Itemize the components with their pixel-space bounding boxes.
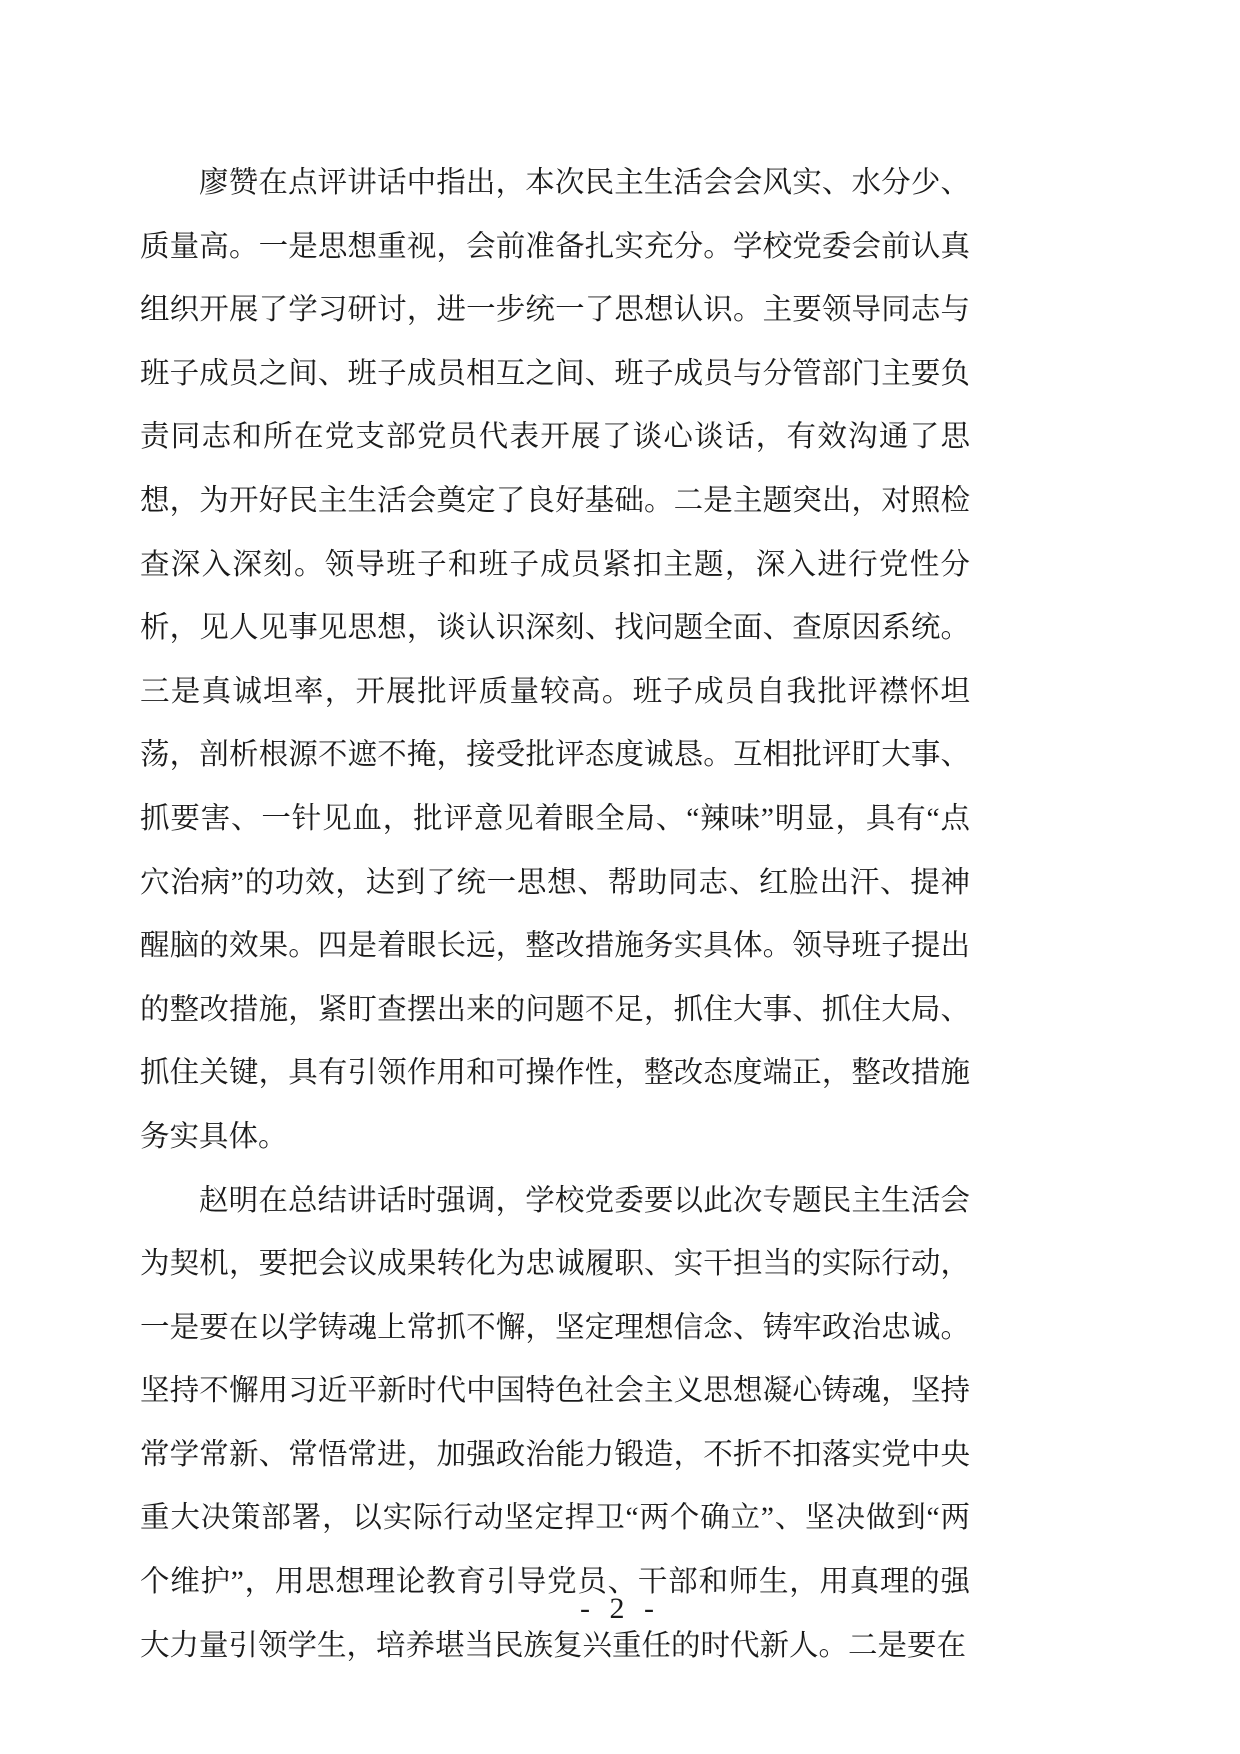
page-number: - 2 - [580, 1592, 660, 1625]
document-body [140, 152, 970, 1678]
paragraph-comment-speech: 廖赞在点评讲话中指出，本次民主生活会会风实、水分少、质量高。一是思想重视，会前准备扎实充分。学校党委会前认真组织开展了学习研讨，进一步统一了思想认识。主要领导同志与班子成员之间、班子成员相互之间、班子成员与分管部门主要负责同志和所在党支部党员代表开展了谈心谈话，有效沟通了思想，为开好民主生活会奠定了良好基础。二是主题突出，对照检查深入深刻。领导班子和班子成员紧扣主题，深入进行党性分析，见人见事见思想，谈认识深刻、找问题全面、查原因系统。三是真诚坦率，开展批评质量较高。班子成员自我批评襟怀坦荡，剖析根源不遮不掩，接受批评态度诚恳。互相批评盯大事、抓要害、一针见血，批评意见着眼全局、“辣味”明显，具有“点穴治病”的功效，达到了统一思想、帮助同志、红脸出汗、提神醒脑的效果。四是着眼长远，整改措施务实具体。领导班子提出的整改措施，紧盯查摆出来的问题不足，抓住大事、抓住大局、抓住关键，具有引领作用和可操作性，整改态度端正，整改措施务实具体。 [140, 167, 970, 1153]
paragraph-summary-speech: 赵明在总结讲话时强调，学校党委要以此次专题民主生活会为契机，要把会议成果转化为忠诚履职、实干担当的实际行动，一是要在以学铸魂上常抓不懈，坚定理想信念、铸牢政治忠诚。坚持不懈用习近平新时代中国特色社会主义思想凝心铸魂，坚持常学常新、常悟常进，加强政治能力锻造，不折不扣落实党中央重大决策部署，以实际行动坚定捍卫“两个确立”、坚决做到“两个维护”，用思想理论教育引导党员、干部和师生，用真理的强大力量引领学生，培养堪当民族复兴重任的时代新人。二是要在 [140, 1184, 970, 1662]
